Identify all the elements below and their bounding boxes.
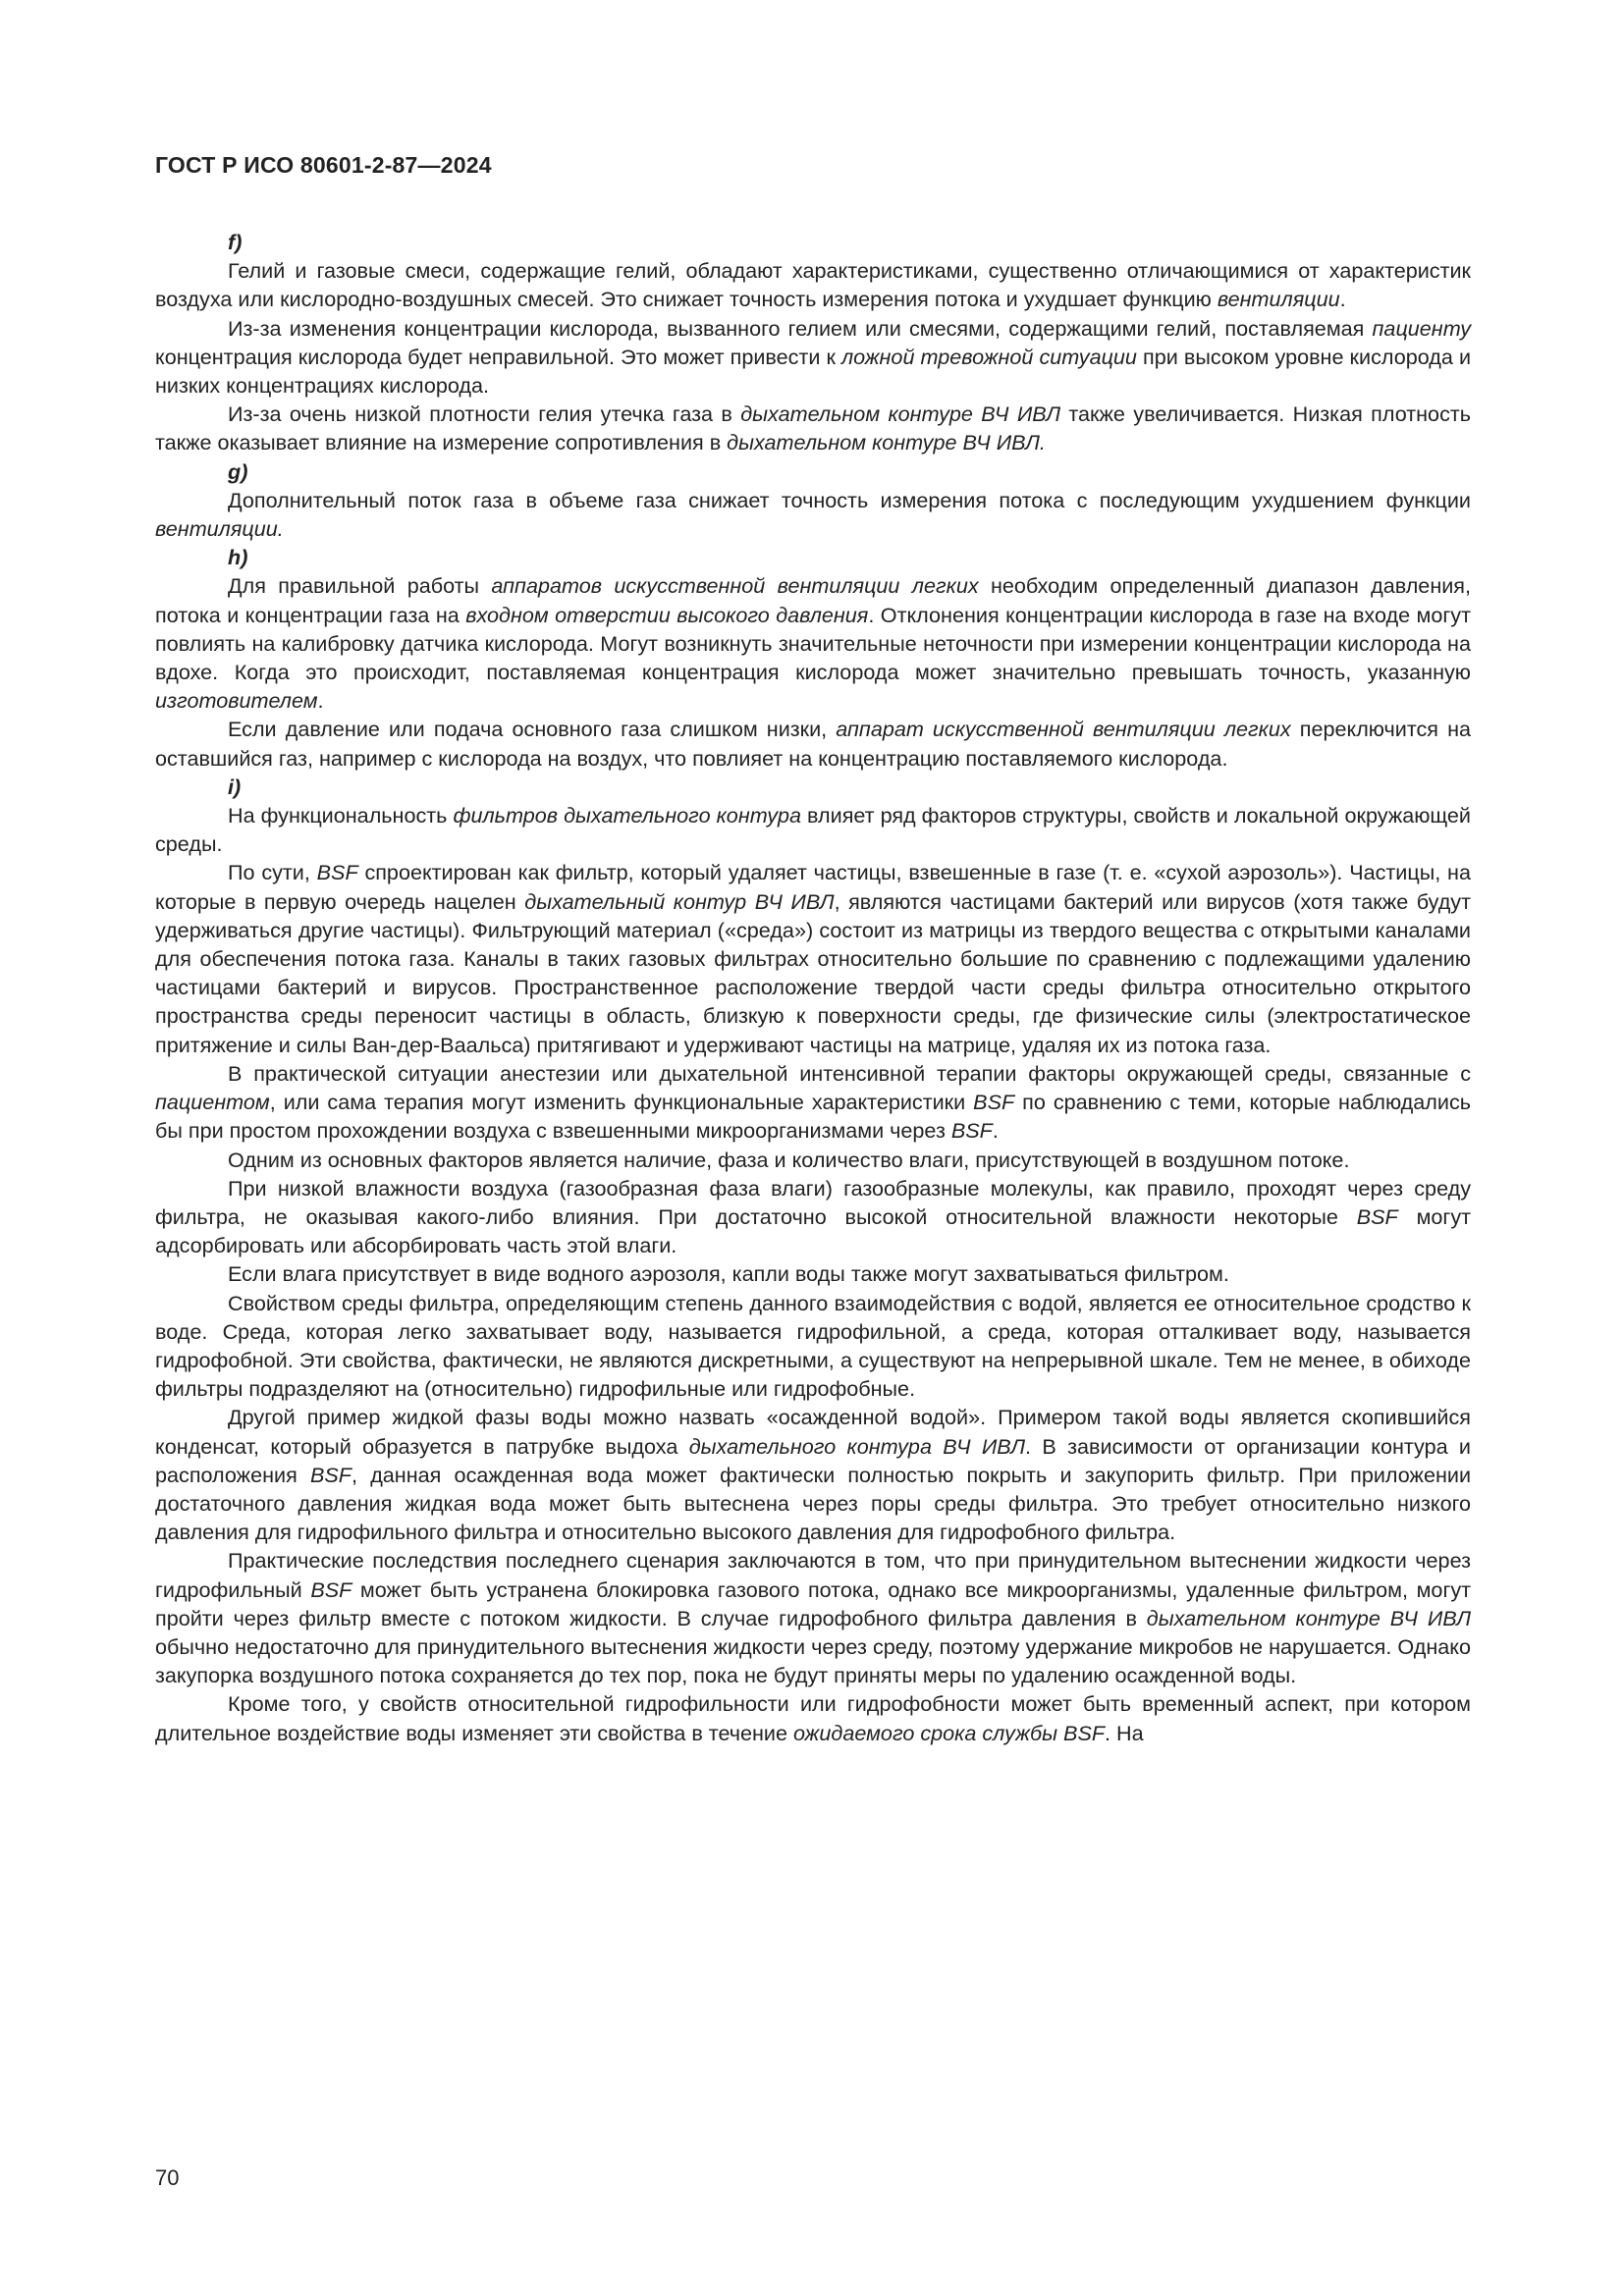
italic-term: BSF <box>310 1576 352 1602</box>
italic-term: вентиляции <box>1217 287 1340 312</box>
document-body <box>155 228 1471 1747</box>
italic-term: фильтров дыхательного контура <box>453 803 802 828</box>
italic-term: дыхательном контуре ВЧ ИВЛ <box>1146 1605 1471 1630</box>
text-run: На функциональность <box>228 803 454 828</box>
paragraph <box>155 1259 1471 1288</box>
text-run: , данная осажденная вода может фактически полностью покрыть и закупорить фильтр. При приложении достаточного давления жидкая вода может быть вытеснена через поры среды фильтра. Это требует относительно низкого давления для гидрофильного фильтра и относительно высокого давления для гидрофобного фильтра. <box>155 1462 1472 1545</box>
text-run: В практической ситуации анестезии или дыхательной интенсивной терапии факторы окружающей среды, связанные с <box>228 1060 1471 1086</box>
paragraph <box>155 400 1471 456</box>
text-run: , или сама терапия могут изменить функциональные характеристики <box>269 1090 974 1115</box>
text-run: . <box>992 1118 999 1144</box>
text-run: при высоком уровне кислорода и низких концентрациях кислорода. <box>155 344 1472 399</box>
paragraph <box>155 1689 1471 1746</box>
paragraph <box>155 715 1471 772</box>
list-item-marker: f) <box>228 230 243 254</box>
list-item-marker: i) <box>228 774 242 799</box>
text-run: Дополнительный поток газа в объеме газа снижает точность измерения потока с последующим ухудшением функции <box>228 487 1471 512</box>
paragraph <box>155 801 1471 858</box>
text-run: Для правильной работы <box>228 573 492 599</box>
italic-term: ложной тревожной ситуации <box>840 344 1137 369</box>
italic-term: аппарат искусственной вентиляции легких <box>836 717 1291 742</box>
italic-term: пациентом <box>155 1090 270 1115</box>
text-run: спроектирован как фильтр, который удаляет частицы, взвешенные в газе (т. е. «сухой аэрозоль»). Частицы, на которые в первую очередь нацелен <box>155 860 1471 914</box>
text-run: Гелий и газовые смеси, содержащие гелий, обладают характеристиками, существенно отличающимися от характеристик воздуха или кислородно-воздушных смесей. Это снижает точность измерения потока и ухудшает функцию <box>155 258 1471 312</box>
text-run: . Отклонения концентрации кислорода в газе на входе могут повлиять на калибровку датчика кислорода. Могут возникнуть значительные неточности при измерении концентрации кислорода на вдохе. Когда это происходит, поставляемая концентрация кислорода может значительно превышать точность, указанную <box>155 602 1471 685</box>
italic-term: дыхательного контура ВЧ ИВЛ <box>688 1433 1026 1459</box>
paragraph <box>155 1403 1471 1546</box>
text-run: Если влага присутствует в виде водного аэрозоля, капли воды также могут захватываться фильтром. <box>228 1261 1229 1287</box>
text-run: также увеличивается. Низкая плотность также оказывает влияние на измерение сопротивления в <box>155 401 1472 455</box>
text-run: Свойством среды фильтра, определяющим степень данного взаимодействия с водой, является ее относительное сродство к воде. Среда, которая легко захватывает воду, называется гидрофильной, а среда, которая отталкивает воду, называется гидрофобной. Эти свойства, фактически, не являются дискретными, а существуют на непрерывной шкале. Тем не менее, в обиходе фильтры подразделяют на (относительно) гидрофильные или гидрофобные. <box>155 1290 1471 1402</box>
text-run: , являются частицами бактерий или вирусов (хотя также будут удерживаться другие частицы). Фильтрующий материал («среда») состоит из матрицы из твердого вещества с открытыми каналами для обеспечения потока газа. Каналы в таких газовых фильтрах относительно большие по сравнению с подлежащими удалению частицами бактерий и вирусов. Пространственное расположение твердой части среды фильтра относительно открытого пространства среды переносит частицы в область, близкую к поверхности среды, где физические силы (электростатическое притяжение и силы Ван-дер-Ваальса) притягивают и удерживают частицы на матрице, удаляя их из потока газа. <box>155 888 1471 1057</box>
paragraph <box>155 256 1471 313</box>
text-run: . На <box>1105 1720 1144 1745</box>
paragraph <box>155 858 1471 1058</box>
paragraph <box>155 1289 1471 1404</box>
text-run: концентрация кислорода будет неправильной. Это может привести к <box>155 344 841 369</box>
text-run: Из-за изменения концентрации кислорода, вызванного гелием или смесями, содержащими гелий, поставляемая <box>228 315 1373 341</box>
text-run: влияет ряд факторов структуры, свойств и локальной окружающей среды. <box>155 803 1471 857</box>
italic-term: BSF <box>973 1090 1015 1115</box>
italic-term: пациенту <box>1372 315 1471 341</box>
italic-term: BSF <box>950 1118 993 1144</box>
text-run: Другой пример жидкой фазы воды можно назвать «осажденной водой». Примером такой воды является скопившийся конденсат, который образуется в патрубке выдоха <box>155 1405 1471 1459</box>
text-run: по сравнению с теми, которые наблюдались бы при простом прохождении воздуха с взвешенными микроорганизмами через <box>155 1090 1472 1144</box>
paragraph <box>155 1546 1471 1689</box>
text-run: Из-за очень низкой плотности гелия утечка газа в <box>228 401 741 427</box>
text-run: При низкой влажности воздуха (газообразная фаза влаги) газообразные молекулы, как правило, проходят через среду фильтра, не оказывая какого-либо влияния. При достаточно высокой относительной влажности некоторые <box>155 1175 1471 1229</box>
page-number: 70 <box>155 2165 180 2190</box>
text-run: . <box>317 688 324 714</box>
text-run: обычно недостаточно для принудительного вытеснения жидкости через среду, поэтому удержание микробов не нарушается. Однако закупорка воздушного потока сохраняется до тех пор, пока не будут приняты меры по удалению осажденной воды. <box>155 1633 1471 1688</box>
text-run: переключится на оставшийся газ, например с кислорода на воздух, что повлияет на концентрацию поставляемого кислорода. <box>155 717 1472 771</box>
italic-term: BSF <box>310 1462 352 1487</box>
italic-term: дыхательный контур ВЧ ИВЛ <box>524 888 835 914</box>
paragraph <box>155 486 1471 543</box>
italic-term: BSF <box>316 860 358 885</box>
text-run: По сути, <box>228 860 317 885</box>
italic-term: ожидаемого срока службы BSF <box>793 1720 1106 1745</box>
italic-term: изготовителем <box>155 688 318 714</box>
text-run: . <box>1339 287 1346 312</box>
list-item-marker: g) <box>228 458 248 484</box>
italic-term: входном отверстии высокого давления <box>465 602 869 627</box>
text-run: . В зависимости от организации контура и расположения <box>155 1433 1471 1487</box>
paragraph <box>155 1059 1471 1146</box>
text-run: Практические последствия последнего сценария заключаются в том, что при принудительном вытеснении жидкости через гидрофильный <box>155 1548 1471 1602</box>
text-run: необходим определенный диапазон давления, потока и концентрации газа на <box>155 573 1471 627</box>
list-item-marker: h) <box>228 545 248 570</box>
italic-term: дыхательном контуре ВЧ ИВЛ <box>740 401 1061 427</box>
standard-header: ГОСТ Р ИСО 80601-2-87—2024 <box>155 152 492 178</box>
italic-term: BSF <box>1356 1203 1398 1229</box>
italic-term: аппаратов искусственной вентиляции легких <box>491 573 979 599</box>
text-run: Кроме того, у свойств относительной гидрофильности или гидрофобности может быть временный аспект, при котором длительное воздействие воды изменяет эти свойства в течение <box>155 1691 1471 1745</box>
text-run: Одним из основных факторов является наличие, фаза и количество влаги, присутствующей в воздушном потоке. <box>228 1147 1350 1172</box>
paragraph <box>155 314 1471 400</box>
paragraph <box>155 571 1471 715</box>
paragraph <box>155 1174 1471 1260</box>
paragraph <box>155 1146 1471 1174</box>
text-run: может быть устранена блокировка газового потока, однако все микроорганизмы, удаленные фильтром, могут пройти через фильтр вместе с потоком жидкости. В случае гидрофобного фильтра давления в <box>155 1576 1472 1630</box>
italic-term: дыхательном контуре ВЧ ИВЛ. <box>727 430 1046 455</box>
text-run: Если давление или подача основного газа слишком низки, <box>228 717 837 742</box>
italic-term: вентиляции. <box>155 516 284 542</box>
text-run: могут адсорбировать или абсорбировать часть этой влаги. <box>155 1203 1471 1258</box>
